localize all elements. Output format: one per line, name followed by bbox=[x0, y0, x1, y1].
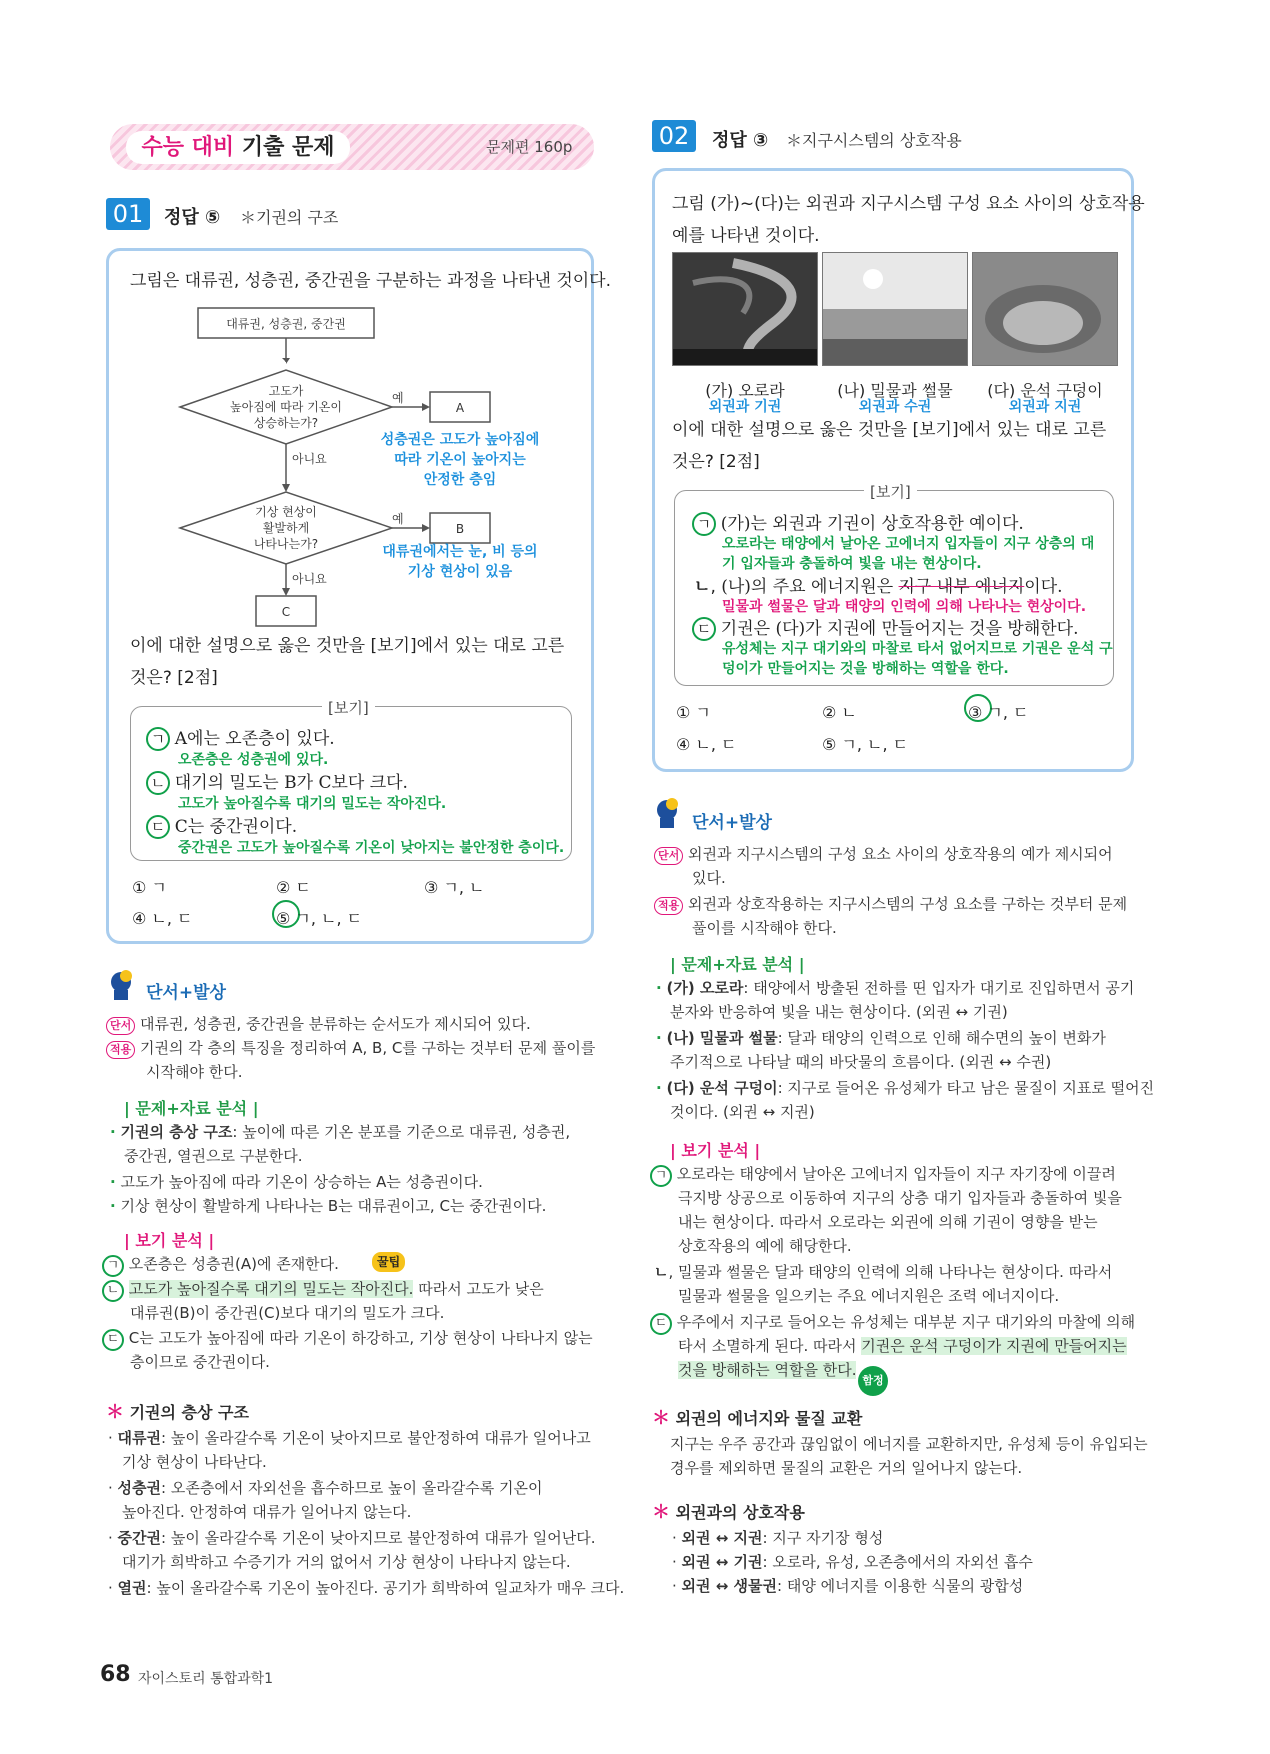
bogi-analysis-title: | 보기 분석 | bbox=[670, 1141, 761, 1160]
choice-5[interactable]: ⑤ ㄱ, ㄴ, ㄷ bbox=[822, 735, 909, 754]
bogi-item-3: ㄷ C는 중간권이다. bbox=[146, 812, 297, 839]
choice-5[interactable]: ⑤ ㄱ, ㄴ, ㄷ bbox=[276, 909, 363, 928]
analysis-item-1-cont: 중간권, 열권으로 구분한다. bbox=[124, 1147, 303, 1165]
answer-mark: ㄱ bbox=[146, 727, 170, 751]
bogi-explanation-3: 중간권은 고도가 높아질수록 기온이 낮아지는 불안정한 층이다. bbox=[178, 840, 565, 856]
analysis-item-3-cont: 것이다. (외권 ↔ 지권) bbox=[670, 1103, 815, 1121]
bogi-analysis-2: ㄴ 고도가 높아질수록 대기의 밀도는 작아진다. 따라서 고도가 낮은 bbox=[102, 1277, 544, 1302]
bogi-analysis-1: ㄱ 오로라는 태양에서 날아온 고에너지 입자들이 지구 자기장에 이끌려 bbox=[650, 1162, 1116, 1187]
photo-caption-1: (가) 오로라 bbox=[705, 381, 785, 400]
choice-3[interactable]: ③ ㄱ, ㄴ bbox=[424, 878, 485, 897]
book-title: 자이스토리 통합과학1 bbox=[138, 1671, 274, 1687]
extra2-item-1: · 외권 ↔ 지권: 지구 자기장 형성 bbox=[672, 1529, 884, 1547]
photo-caption-3: (다) 운석 구덩이 bbox=[987, 381, 1103, 400]
bogi-explanation-2: 밀물과 썰물은 달과 태양의 인력에 의해 나타나는 현상이다. bbox=[722, 599, 1087, 615]
flow-box-a: A bbox=[455, 401, 465, 415]
answer-label: 정답 ③ bbox=[712, 130, 769, 151]
analysis-item-2: · 고도가 높아짐에 따라 기온이 상승하는 A는 성층권이다. bbox=[110, 1173, 483, 1191]
choice-3[interactable]: ③ ㄱ, ㄷ bbox=[968, 703, 1029, 722]
analysis-item-1: · (가) 오로라: 태양에서 방출된 전하를 띤 입자가 대기로 진입하면서 공기 bbox=[656, 979, 1135, 997]
extra2-title: ＊ 외권과의 상호작용 bbox=[652, 1502, 805, 1523]
choice-1[interactable]: ① ㄱ bbox=[132, 878, 167, 897]
extra1-title: ＊ 외권의 에너지와 물질 교환 bbox=[652, 1408, 863, 1429]
tip-badge: 꿀팁 bbox=[372, 1252, 405, 1272]
bogi-item-2: ㄴ, (나)의 주요 에너지원은 지구 내부 에너지이다. bbox=[694, 577, 1063, 597]
flow-yes-1: 예 bbox=[392, 391, 404, 405]
extra2-item-2: · 외권 ↔ 기권: 오로라, 유성, 오존층에서의 자외선 흡수 bbox=[672, 1553, 1033, 1571]
extra-item-thermosphere: · 열권: 높이 올라갈수록 기온이 높아진다. 공기가 희박하여 일교차가 매우 크다. bbox=[108, 1579, 625, 1597]
bogi-item-2: ㄴ 대기의 밀도는 B가 C보다 크다. bbox=[146, 768, 408, 795]
flow-decision-1: 고도가 높아짐에 따라 기온이 상승하는가? bbox=[230, 384, 342, 430]
bogi-title: [보기] bbox=[864, 481, 917, 502]
question-ask: 이에 대한 설명으로 옳은 것만을 [보기]에서 있는 대로 고른 것은? [2점] bbox=[130, 636, 565, 688]
hint-clue: 단서 대류권, 성층권, 중간권을 분류하는 순서도가 제시되어 있다. bbox=[106, 1012, 531, 1036]
extra1-text-cont: 경우를 제외하면 물질의 교환은 거의 일어나지 않는다. bbox=[670, 1459, 1023, 1477]
analysis-title: | 문제+자료 분석 | bbox=[124, 1099, 259, 1118]
choice-4[interactable]: ④ ㄴ, ㄷ bbox=[132, 909, 193, 928]
question-ask: 이에 대한 설명으로 옳은 것만을 [보기]에서 있는 대로 고른 것은? [2점] bbox=[672, 420, 1107, 472]
extra2-item-3: · 외권 ↔ 생물권: 태양 에너지를 이용한 식물의 광합성 bbox=[672, 1577, 1024, 1595]
extra-item-stratosphere-cont: 높아진다. 안정하여 대류가 일어나지 않는다. bbox=[122, 1503, 412, 1521]
hint-clue-cont: 있다. bbox=[692, 869, 726, 887]
choice-4[interactable]: ④ ㄴ, ㄷ bbox=[676, 735, 737, 754]
aurora-photo bbox=[672, 252, 818, 366]
bogi-explanation-3: 유성체는 지구 대기와의 마찰로 타서 없어지므로 기권은 운석 구 덩이가 만들어지는 것을 방해하는 역할을 한다. bbox=[722, 641, 1113, 677]
extra-item-troposphere-cont: 기상 현상이 나타난다. bbox=[122, 1453, 267, 1471]
question-topic: ＊기권의 구조 bbox=[240, 208, 339, 227]
analysis-item-3: · (다) 운석 구덩이: 지구로 들어온 유성체가 타고 남은 물질이 지표로 떨어진 bbox=[656, 1079, 1155, 1097]
bogi-analysis-3-cont: 층이므로 중간권이다. bbox=[130, 1353, 270, 1371]
bogi-analysis-1: ㄱ 오존층은 성층권(A)에 존재한다. bbox=[102, 1252, 339, 1277]
photo-subcaption-2: 외권과 수권 bbox=[858, 399, 932, 415]
extra-item-mesosphere-cont: 대기가 희박하고 수증기가 거의 없어서 기상 현상이 나타나지 않는다. bbox=[122, 1553, 571, 1571]
section-title: 수능 대비 기출 문제 bbox=[126, 131, 350, 164]
flow-start-label: 대류권, 성층권, 중간권 bbox=[226, 317, 346, 331]
bogi-analysis-3: ㄷ C는 고도가 높아짐에 따라 기온이 하강하고, 기상 현상이 나타나지 않는 bbox=[102, 1326, 593, 1351]
bulb-head-icon bbox=[106, 968, 136, 1002]
analysis-title: | 문제+자료 분석 | bbox=[670, 955, 805, 974]
bogi-analysis-3: ㄷ 우주에서 지구로 들어오는 유성체는 대부분 지구 대기와의 마찰에 의해 bbox=[650, 1310, 1135, 1335]
flow-no-2: 아니요 bbox=[292, 572, 327, 586]
photo-subcaption-1: 외권과 기권 bbox=[708, 399, 782, 415]
flow-note-stratosphere: 성층권은 고도가 높아짐에 따라 기온이 높아지는 안정한 층임 bbox=[380, 432, 540, 488]
photo-subcaption-3: 외권과 지권 bbox=[1008, 399, 1082, 415]
flow-yes-2: 예 bbox=[392, 512, 404, 526]
hint-clue: 단서 외권과 지구시스템의 구성 요소 사이의 상호작용의 예가 제시되어 bbox=[654, 842, 1113, 866]
trap-badge: 함정 bbox=[858, 1366, 888, 1396]
hint-apply-cont: 시작해야 한다. bbox=[146, 1063, 243, 1081]
bogi-explanation-2: 고도가 높아질수록 대기의 밀도는 작아진다. bbox=[178, 796, 447, 812]
analysis-item-2-cont: 주기적으로 나타날 때의 바닷물의 흐름이다. (외권 ↔ 수권) bbox=[670, 1053, 1052, 1071]
photo-caption-2: (나) 밀물과 썰물 bbox=[837, 381, 953, 400]
question-topic: ＊지구시스템의 상호작용 bbox=[786, 131, 962, 150]
choice-1[interactable]: ① ㄱ bbox=[676, 703, 711, 722]
choice-2[interactable]: ② ㄷ bbox=[276, 878, 311, 897]
bogi-item-1: ㄱ A에는 오존층이 있다. bbox=[146, 724, 335, 751]
flow-note-troposphere: 대류권에서는 눈, 비 등의 기상 현상이 있음 bbox=[382, 544, 538, 580]
extra-title: ＊ 기권의 층상 구조 bbox=[106, 1402, 249, 1423]
flow-box-b: B bbox=[455, 522, 465, 536]
bogi-item-3: ㄷ 기권은 (다)가 지권에 만들어지는 것을 방해한다. bbox=[692, 614, 1079, 641]
analysis-item-2: · (나) 밀물과 썰물: 달과 태양의 인력으로 인해 해수면의 높이 변화가 bbox=[656, 1029, 1106, 1047]
analysis-item-1: · 기권의 층상 구조: 높이에 따른 기온 분포를 기준으로 대류권, 성층권, bbox=[110, 1123, 571, 1141]
extra-item-mesosphere: · 중간권: 높이 올라갈수록 기온이 낮아지므로 불안정하여 대류가 일어난다. bbox=[108, 1529, 596, 1547]
bogi-item-1: ㄱ (가)는 외권과 기권이 상호작용한 예이다. bbox=[692, 509, 1024, 536]
page-number: 68 bbox=[100, 1662, 131, 1687]
bogi-analysis-1-l4: 상호작용의 예에 해당한다. bbox=[678, 1237, 852, 1255]
flow-decision-2: 기상 현상이 활발하게 나타나는가? bbox=[253, 505, 319, 551]
bulb-head-icon bbox=[652, 796, 682, 830]
question-prompt: 그림은 대류권, 성층권, 중간권을 구분하는 과정을 나타낸 것이다. bbox=[130, 271, 612, 291]
analysis-item-1-cont: 분자와 반응하여 빛을 내는 현상이다. (외권 ↔ 기권) bbox=[670, 1003, 1008, 1021]
page-reference: 문제편 160p bbox=[486, 138, 573, 156]
bogi-analysis-2-cont: 대류권(B)이 중간권(C)보다 대기의 밀도가 크다. bbox=[130, 1304, 445, 1322]
bogi-explanation-1: 오존층은 성층권에 있다. bbox=[178, 752, 329, 768]
flow-box-c: C bbox=[281, 605, 291, 619]
answer-mark: ㄴ bbox=[146, 771, 170, 795]
extra1-text: 지구는 우주 공간과 끊임없이 에너지를 교환하지만, 유성체 등이 유입되는 bbox=[670, 1435, 1148, 1453]
bogi-analysis-3-l2: 타서 소멸하게 된다. 따라서 기권은 운석 구덩이가 지권에 만들어지는 bbox=[678, 1337, 1127, 1355]
hint-apply: 적용 외권과 상호작용하는 지구시스템의 구성 요소를 구하는 것부터 문제 bbox=[654, 892, 1127, 916]
answer-label: 정답 ⑤ bbox=[164, 207, 221, 228]
bogi-explanation-1: 오로라는 태양에서 날아온 고에너지 입자들이 지구 상층의 대 기 입자들과 충돌하여 빛을 내는 현상이다. bbox=[722, 536, 1095, 572]
extra-item-stratosphere: · 성층권: 오존층에서 자외선을 흡수하므로 높이 올라갈수록 기온이 bbox=[108, 1479, 543, 1497]
bogi-analysis-2: ㄴ, 밀물과 썰물은 달과 태양의 인력에 의해 나타나는 현상이다. 따라서 bbox=[654, 1263, 1113, 1281]
hint-section-title: 단서+발상 bbox=[146, 983, 226, 1003]
answer-mark: ㄷ bbox=[146, 815, 170, 839]
question-number: 02 bbox=[652, 120, 696, 152]
choice-2[interactable]: ② ㄴ bbox=[822, 703, 857, 722]
question-number: 01 bbox=[106, 198, 150, 230]
bogi-title: [보기] bbox=[322, 697, 375, 718]
bogi-analysis-1-l3: 내는 현상이다. 따라서 오로라는 외권에 의해 기권이 영향을 받는 bbox=[678, 1213, 1098, 1231]
bogi-analysis-3-l3: 것을 방해하는 역할을 한다. bbox=[678, 1361, 857, 1379]
bogi-analysis-title: | 보기 분석 | bbox=[124, 1231, 215, 1250]
flow-no-1: 아니요 bbox=[292, 452, 327, 466]
tide-photo bbox=[822, 252, 968, 366]
bogi-analysis-2-cont: 밀물과 썰물을 일으키는 주요 에너지원은 조력 에너지이다. bbox=[678, 1287, 1060, 1305]
crater-photo bbox=[972, 252, 1118, 366]
extra-item-troposphere: · 대류권: 높이 올라갈수록 기온이 낮아지므로 불안정하여 대류가 일어나고 bbox=[108, 1429, 591, 1447]
hint-apply: 적용 기권의 각 층의 특징을 정리하여 A, B, C를 구하는 것부터 문제 풀이를 bbox=[106, 1036, 595, 1060]
bogi-analysis-1-l2: 극지방 상공으로 이동하여 지구의 상층 대기 입자들과 충돌하여 빛을 bbox=[678, 1189, 1122, 1207]
question-prompt: 그림 (가)~(다)는 외권과 지구시스템 구성 요소 사이의 상호작용 예를 나타낸 것이다. bbox=[672, 194, 1145, 246]
hint-section-title: 단서+발상 bbox=[692, 813, 772, 833]
analysis-item-3: · 기상 현상이 활발하게 나타나는 B는 대류권이고, C는 중간권이다. bbox=[110, 1197, 547, 1215]
hint-apply-cont: 풀이를 시작해야 한다. bbox=[692, 919, 837, 937]
